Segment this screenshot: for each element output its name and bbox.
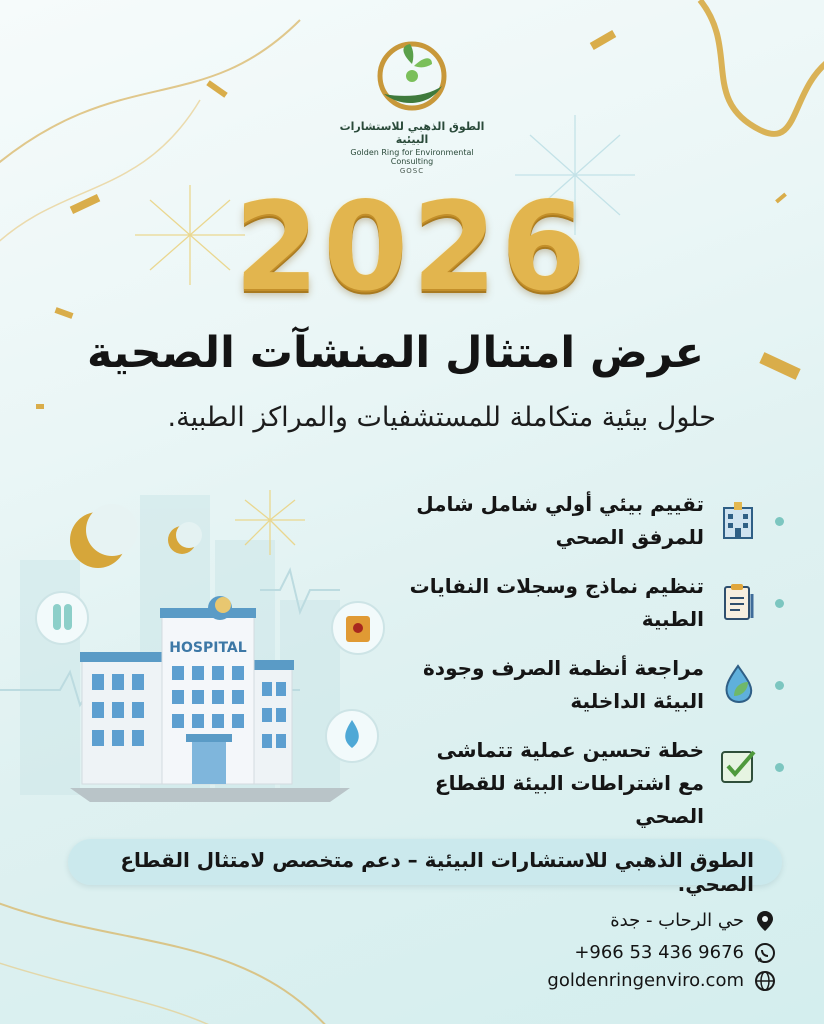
water-drop-leaf-icon bbox=[716, 662, 760, 706]
feature-text: تنظيم نماذج وسجلات النفايات الطبية bbox=[409, 574, 704, 631]
tagline-banner bbox=[68, 839, 782, 896]
brand-logo-block bbox=[330, 36, 494, 175]
year-text: 2026 bbox=[234, 176, 590, 318]
tagline-text: الطوق الذهبي للاستشارات البيئية – دعم متخصص لامتثال القطاع الصحي. bbox=[120, 848, 754, 896]
bullet-dot bbox=[775, 599, 784, 608]
whatsapp-icon bbox=[754, 942, 776, 964]
bullet-dot bbox=[775, 763, 784, 772]
checkbox-icon bbox=[716, 744, 760, 788]
headline: عرض امتثال المنشآت الصحية bbox=[86, 328, 704, 378]
brand-name-ar: الطوق الذهبي للاستشارات البيئية bbox=[339, 120, 485, 146]
crescent-moon-small-icon bbox=[168, 522, 202, 554]
hospital-building-icon bbox=[716, 498, 760, 542]
phone-text[interactable]: +966 53 436 9676 bbox=[574, 942, 744, 963]
subheadline: حلول بيئية متكاملة للمستشفيات والمراكز الطبية. bbox=[167, 402, 716, 433]
hospital-illustration bbox=[20, 500, 410, 820]
biohazard-bin-bubble-icon bbox=[332, 602, 384, 654]
lungs-bubble-icon bbox=[36, 592, 88, 644]
globe-icon bbox=[754, 970, 776, 992]
feature-text: مراجعة أنظمة الصرف وجودة البيئة الداخلية bbox=[423, 656, 704, 713]
features-list bbox=[409, 488, 800, 828]
hospital-sign: HOSPITAL bbox=[169, 640, 247, 656]
bullet-dot bbox=[775, 681, 784, 690]
contact-website[interactable] bbox=[516, 968, 776, 998]
feature-item bbox=[410, 488, 800, 566]
year-title bbox=[0, 176, 824, 318]
contact-phone[interactable] bbox=[516, 940, 776, 970]
contact-location bbox=[516, 908, 776, 938]
feature-text: تقييم بيئي أولي شامل شامل للمرفق الصحي bbox=[416, 492, 704, 549]
water-drop-bubble-icon bbox=[326, 710, 378, 762]
golden-ring-leaf-logo bbox=[372, 36, 452, 116]
feature-item bbox=[410, 734, 800, 828]
feature-item bbox=[410, 652, 800, 730]
feature-text: خطة تحسين عملية تتماشى مع اشتراطات البيئة للقطاع الصحي bbox=[434, 738, 704, 828]
crescent-moon-icon bbox=[70, 504, 138, 568]
bullet-dot bbox=[775, 517, 784, 526]
location-pin-icon bbox=[754, 910, 776, 932]
website-link[interactable]: goldenringenviro.com bbox=[547, 970, 744, 991]
clipboard-icon bbox=[716, 580, 760, 624]
feature-item bbox=[410, 570, 800, 648]
brand-abbr: GOSC bbox=[399, 167, 425, 175]
location-text: حي الرحاب - جدة bbox=[610, 910, 744, 931]
brand-name-en: Golden Ring for Environmental Consulting bbox=[350, 148, 474, 166]
